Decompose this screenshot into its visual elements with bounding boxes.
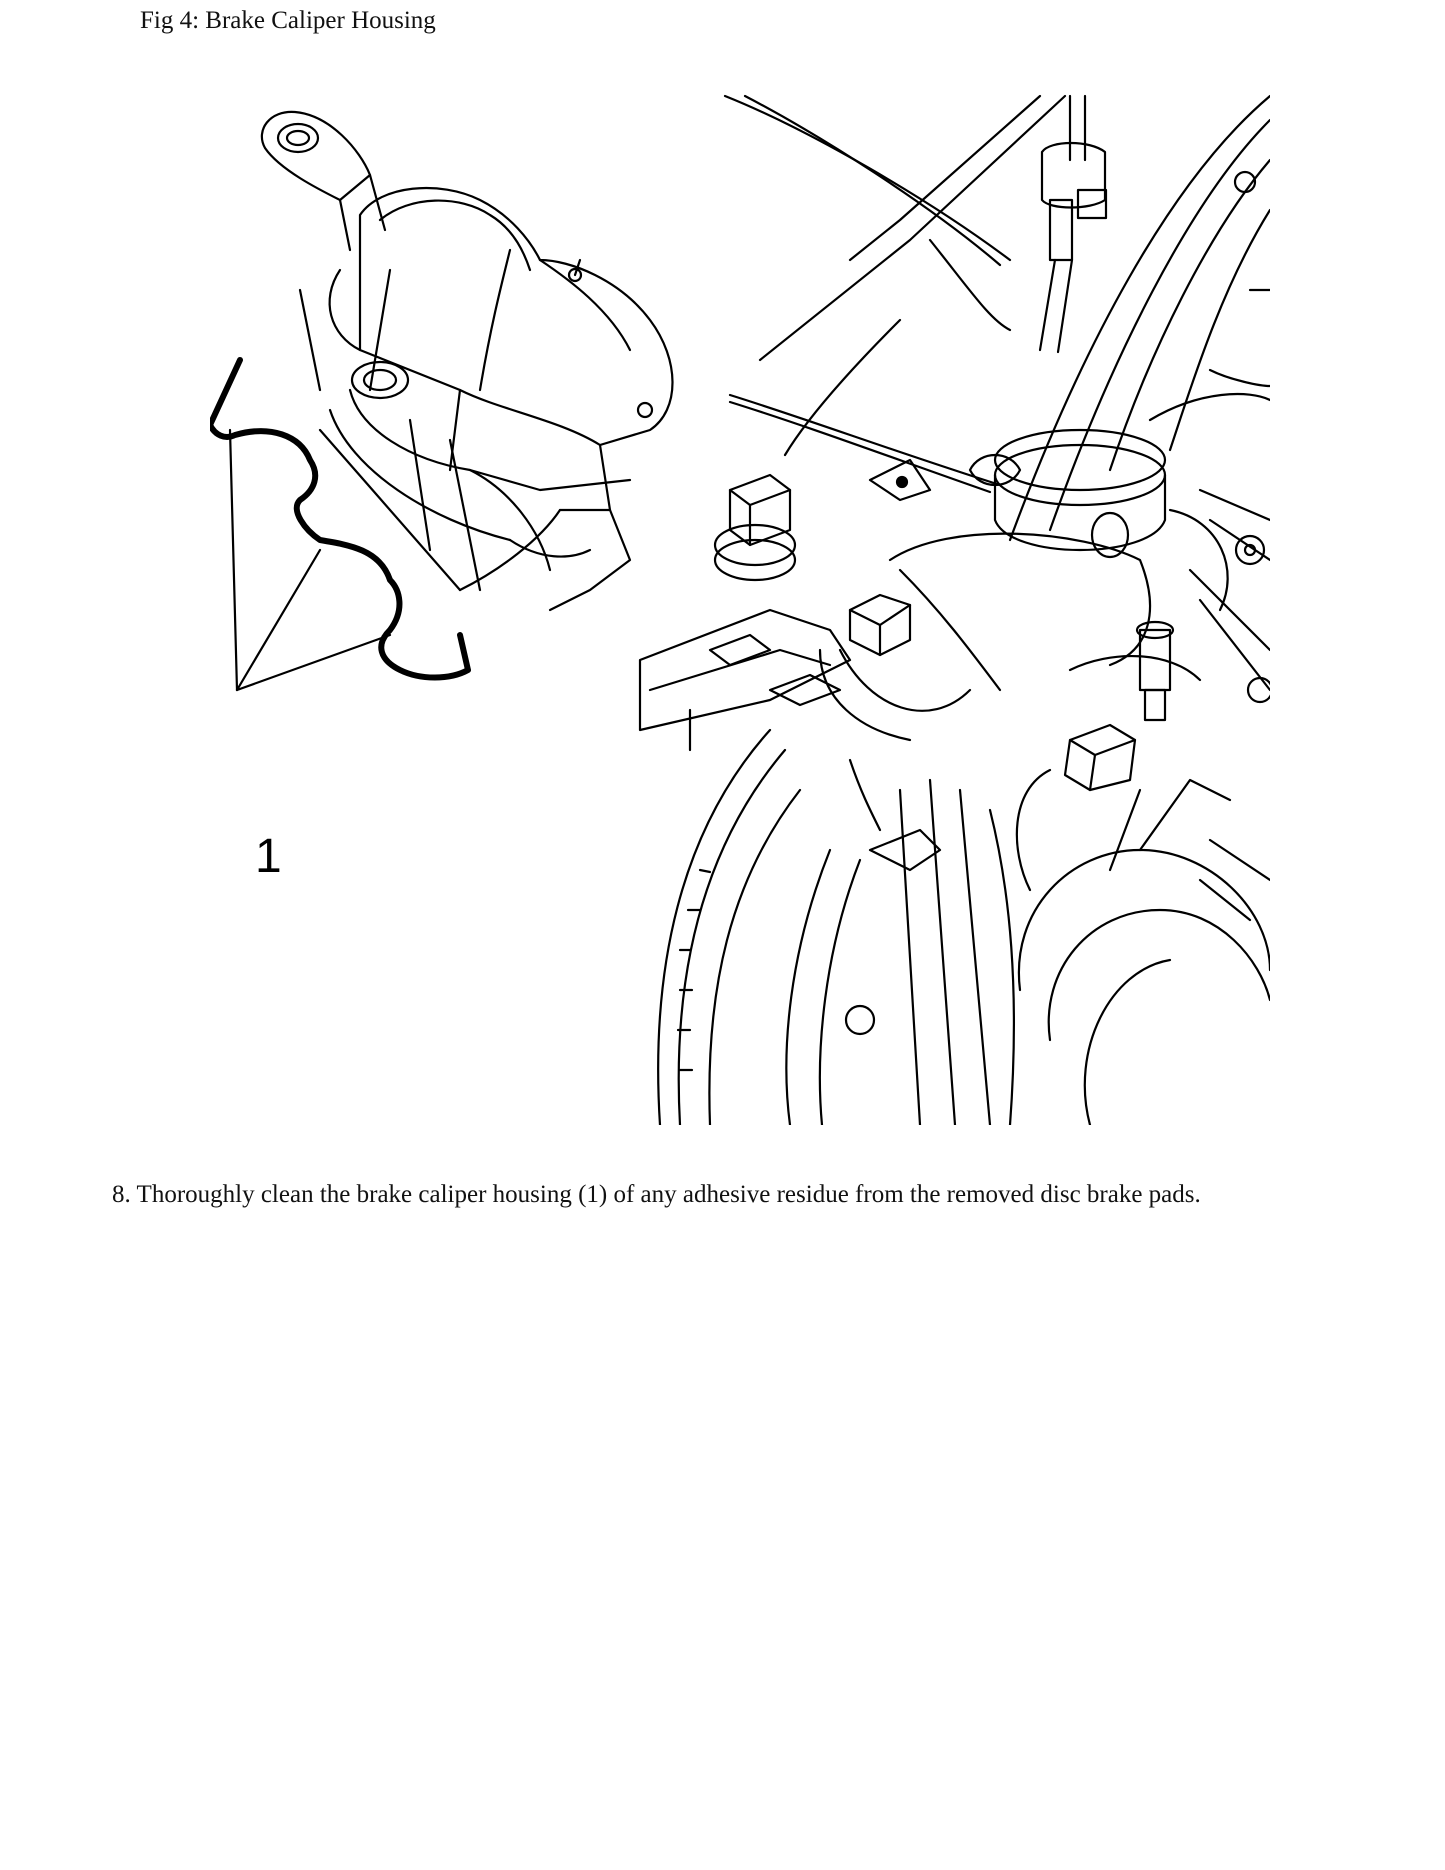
caliper-bracket <box>640 610 880 830</box>
sensor-cable <box>1040 96 1106 352</box>
wheel-hub <box>1017 725 1270 1125</box>
callout-leader-lines <box>230 430 390 690</box>
body-panel-lines <box>725 96 1065 500</box>
figure-caption: Fig 4: Brake Caliper Housing <box>140 7 436 34</box>
caliper-housing-highlight <box>210 360 468 678</box>
step-8-instruction: 8. Thoroughly clean the brake caliper housing (1) of any adhesive residue from the removed disc brake pads. <box>112 1181 1201 1208</box>
steering-knuckle <box>890 430 1270 720</box>
brake-disc <box>658 730 1014 1125</box>
guide-bolt-upper <box>715 475 795 580</box>
caliper-housing <box>262 112 673 610</box>
callout-label-1: 1 <box>255 830 282 883</box>
guide-bolt-lower <box>820 595 970 740</box>
strut-arm <box>970 96 1270 540</box>
brake-caliper-illustration <box>210 90 1270 1125</box>
